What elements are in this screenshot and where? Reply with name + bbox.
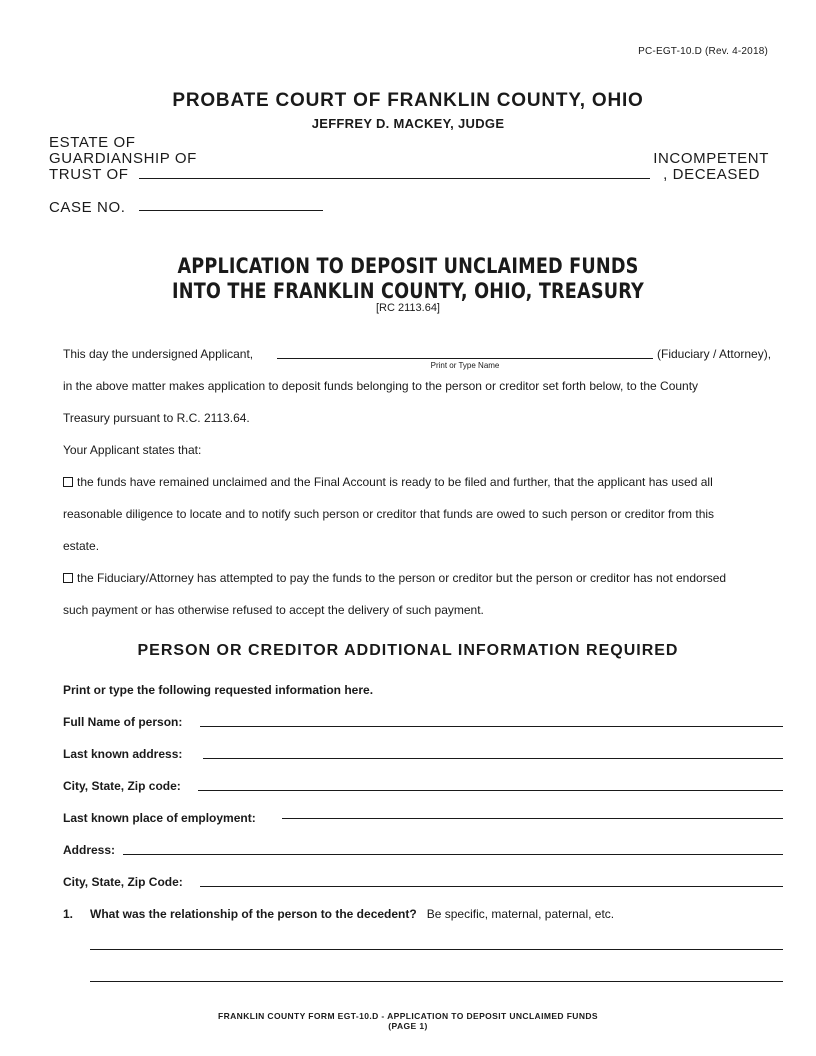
employment-label: Last known place of employment:: [63, 811, 256, 825]
name-sublabel: Print or Type Name: [430, 361, 500, 370]
footer-line1: FRANKLIN COUNTY FORM EGT-10.D - APPLICATION TO DEPOSIT UNCLAIMED FUNDS: [218, 1011, 598, 1021]
section-instruction: Print or type the following requested information here.: [63, 683, 374, 697]
option1-line2: reasonable diligence to locate and to notify such person or creditor that funds are owed to such person or creditor from this: [63, 507, 715, 521]
address-field[interactable]: [123, 854, 783, 855]
section-heading: PERSON OR CREDITOR ADDITIONAL INFORMATION REQUIRED: [137, 642, 679, 659]
case-no-label: CASE NO.: [49, 199, 126, 216]
full-name-field[interactable]: [200, 726, 783, 727]
option2-row: [63, 571, 726, 585]
statute-reference: [RC 2113.64]: [375, 302, 440, 314]
judge-name: JEFFREY D. MACKEY, JUDGE: [311, 116, 505, 131]
body-line3: Treasury pursuant to R.C. 2113.64.: [63, 411, 250, 425]
option1-line3: estate.: [63, 539, 100, 553]
form-id: PC-EGT-10.D (Rev. 4-2018): [638, 46, 768, 57]
court-name: PROBATE COURT OF FRANKLIN COUNTY, OHIO: [172, 90, 644, 111]
applicant-name-field[interactable]: [277, 358, 653, 359]
city-state-zip-field[interactable]: [198, 790, 783, 791]
trust-of-label: TRUST OF: [49, 166, 129, 183]
answer-line-1[interactable]: [90, 949, 783, 950]
applicant-states: Your Applicant states that:: [63, 443, 202, 457]
last-address-field[interactable]: [203, 758, 783, 759]
question-1: [63, 907, 614, 921]
question-text: What was the relationship of the person to the decedent?: [90, 907, 417, 921]
caption-name-field[interactable]: [139, 178, 650, 179]
city-state-zip-label: City, State, Zip code:: [63, 779, 181, 793]
intro-suffix: (Fiduciary / Attorney),: [657, 347, 772, 361]
city-state-zip2-field[interactable]: [200, 886, 783, 887]
full-name-label: Full Name of person:: [63, 715, 183, 729]
last-address-label: Last known address:: [63, 747, 183, 761]
deceased-label: , DECEASED: [663, 166, 760, 183]
estate-of-label: ESTATE OF: [49, 134, 136, 151]
address-label: Address:: [63, 843, 116, 857]
question-hint: Be specific, maternal, paternal, etc.: [426, 907, 615, 921]
body-line2: in the above matter makes application to deposit funds belonging to the person or creditor set forth below, to the County: [63, 379, 699, 393]
guardianship-of-label: GUARDIANSHIP OF: [49, 150, 197, 167]
option1-row: [63, 475, 713, 489]
incompetent-label: INCOMPETENT: [653, 150, 769, 167]
city-state-zip2-label: City, State, Zip Code:: [63, 875, 183, 889]
form-title-line1: APPLICATION TO DEPOSIT UNCLAIMED FUNDS: [177, 254, 639, 278]
employment-field[interactable]: [282, 818, 783, 819]
option1-checkbox[interactable]: [63, 477, 73, 487]
option2-checkbox[interactable]: [63, 573, 73, 583]
intro-prefix: This day the undersigned Applicant,: [63, 347, 254, 361]
option2-line2: such payment or has otherwise refused to accept the delivery of such payment.: [63, 603, 484, 617]
question-number: 1.: [63, 907, 74, 921]
form-title-line2: INTO THE FRANKLIN COUNTY, OHIO, TREASURY: [172, 279, 644, 303]
case-no-field[interactable]: [139, 210, 323, 211]
answer-line-2[interactable]: [90, 981, 783, 982]
option1-text: the funds have remained unclaimed and the Final Account is ready to be filed and further, that the applicant has used all: [77, 475, 713, 489]
footer-page: (PAGE 1): [388, 1021, 428, 1031]
option2-text: the Fiduciary/Attorney has attempted to pay the funds to the person or creditor but the person or creditor has not endorsed: [77, 571, 727, 585]
